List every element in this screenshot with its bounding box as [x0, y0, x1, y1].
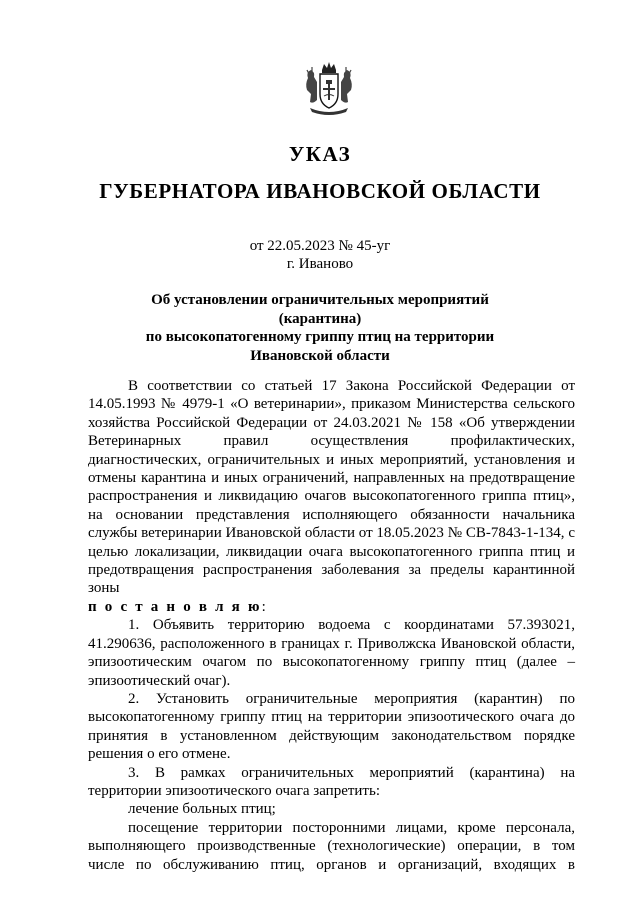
item-2-paragraph: 2. Установить ограничительные мероприятия (карантин) по высокопатогенному гриппу птиц на территории эпизоотического очага до принятия в установленном действующим законодательством порядке решения о его отмене.: [88, 690, 575, 763]
subject-line-1: Об установлении ограничительных мероприятий (карантина): [151, 292, 489, 327]
document-city: г. Иваново: [286, 256, 354, 272]
item-3-subitem-a: лечение больных птиц;: [128, 801, 276, 818]
document-issuer: ГУБЕРНАТОРА ИВАНОВСКОЙ ОБЛАСТИ: [99, 179, 541, 203]
decree-line: [88, 598, 575, 616]
date-block: [0, 237, 640, 273]
subject-line-3: Ивановской области: [250, 347, 390, 364]
item-3-subitem-b: посещение территории посторонними лицами, кроме персонала, выполняющего производственные (технологические) операции, в том числе по обслуживанию птиц, органов и организаций, входящих в: [88, 819, 575, 873]
decree-colon: :: [261, 598, 266, 615]
document-subject: [110, 291, 530, 365]
coat-of-arms-emblem: [302, 60, 356, 118]
item-1-paragraph: 1. Объявить территорию водоема с координатами 57.393021, 41.290636, расположенного в границах г. Приволжска Ивановской области, эпизоотическим очагом по высокопатогенному гриппу птиц (далее – эпизоотический очаг).: [88, 617, 575, 689]
item-3-paragraph: 3. В рамках ограничительных мероприятий (карантина) на территории эпизоотического очага запретить:: [88, 764, 575, 799]
preamble-paragraph: В соответствии со статьей 17 Закона Российской Федерации от 14.05.1993 № 4979-1 «О ветеринарии», приказом Министерства сельского хозяйства Российской Федерации от 24.03.2021 № 158 «Об утверждении Ветеринарных правил осуществления профилактических, диагностических, ограничительных и иных мероприятий, установления и отмены карантина и иных ограничений, направленных на предотвращение распространения и ликвидацию очагов высокопатогенного гриппа птиц», на основании представления исполняющего обязанности начальника службы ветеринарии Ивановской области от 18.05.2023 № СВ-7843-1-134, с целью локализации, ликвидации очага высокопатогенного гриппа птиц и предотвращения распространения заболевания за пределы карантинной зоны: [88, 378, 575, 597]
document-body: [88, 377, 575, 874]
subject-line-2: по высокопатогенному гриппу птиц на территории: [145, 329, 495, 345]
document-title: УКАЗ: [288, 142, 352, 166]
document-date-number: от 22.05.2023 № 45-уг: [249, 238, 391, 254]
decree-word: п о с т а н о в л я ю: [88, 598, 262, 615]
